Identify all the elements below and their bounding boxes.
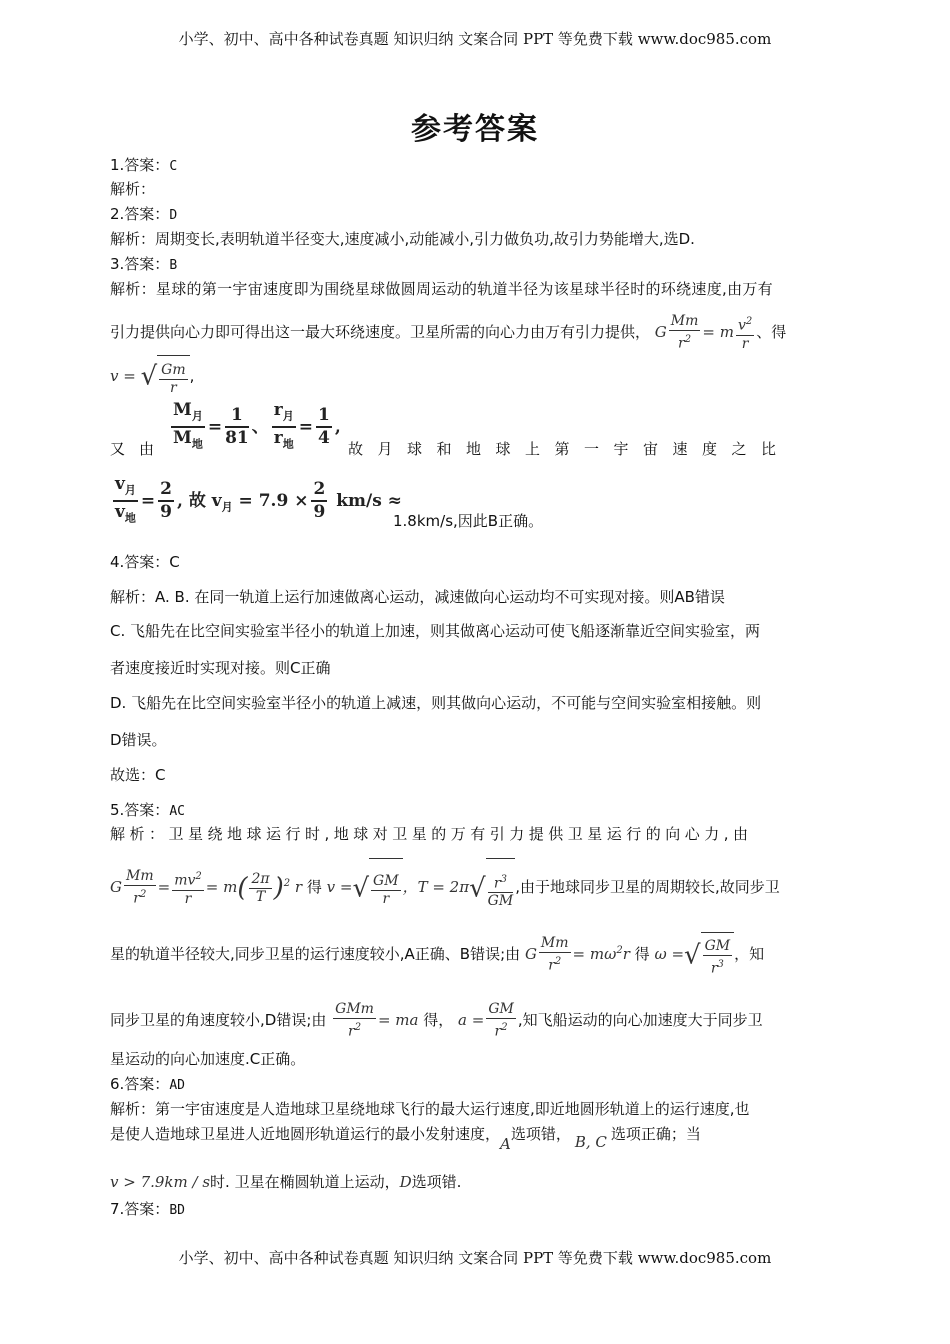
q3-analysis-line2: 引力提供向心力即可得出这一最大环绕速度。卫星所需的向心力由万有引力提供， G $\frac{Mm}{r^2}$ = m $\frac{v^2}{r}$ 、得: [110, 313, 787, 352]
formula-gravity-centripetal: G $\frac{Mm}{r^2}$ = m $\frac{v^2}{r}$: [654, 313, 753, 352]
formula-velocity-ratio: $v_月$ $v_地$ = $\frac{2}{9}$ , 故 $v_月 = 7.9$ × $\frac{2}{9}$ km/s ≈: [115, 474, 402, 525]
page-footer: 小学、初中、高中各种试卷真题 知识归纳 文案合同 PPT 等免费下载 www.doc985.com: [178, 1249, 772, 1267]
q3-answer: 3.答案：B: [110, 255, 178, 273]
q3-ratio-text: 故月球和地球上第一宇宙速度之比: [348, 440, 791, 458]
q1-answer: 1.答案：C: [110, 156, 178, 174]
q1-analysis: 解析：: [110, 180, 156, 198]
q2-analysis: 解析：周期变长,表明轨道半径变大,速度减小,动能减小,引力做负功,故引力势能增大,选D.: [110, 230, 695, 248]
q5-analysis-line2: G $\frac{Mm}{r^2}$ = $\frac{mv^2}{r}$ = m( $\frac{2\pi}{T}$ )$^2$ r 得 v =√ $\frac{GM}{r}$ ，T = 2π√ $\frac{r^3}{GM}$ ,由于地球同步卫星的周期较长,故同步卫: [110, 855, 780, 919]
q4-choice: 故选：C: [110, 766, 166, 784]
q4-analysis-line3: 者速度接近时实现对接。则C正确: [110, 659, 331, 677]
q3-conclusion: 1.8km/s,因此B正确。: [393, 512, 544, 530]
q4-answer: 4.答案：C: [110, 553, 180, 571]
q5-analysis-line5: 星运动的向心加速度.C正确。: [110, 1050, 306, 1068]
formula-circular-motion: G $\frac{Mm}{r^2}$ = $\frac{mv^2}{r}$ = m( $\frac{2\pi}{T}$ )$^2$ r: [110, 868, 303, 907]
q4-analysis-line2: C. 飞船先在比空间实验室半径小的轨道上加速，则其做离心运动可使飞船逐渐靠近空间实验室，两: [110, 622, 761, 640]
q4-analysis-line5: D错误。: [110, 731, 167, 749]
q5-answer: 5.答案：AC: [110, 801, 185, 819]
q3-youyou: 又由: [110, 440, 169, 458]
q4-analysis-line4: D. 飞船先在比空间实验室半径小的轨道上减速，则其做向心运动，不可能与空间实验室相接触。则: [110, 694, 762, 712]
q6-analysis-line1: 解析：第一宇宙速度是人造地球卫星绕地球飞行的最大运行速度,即近地圆形轨道上的运行速度,也: [110, 1100, 750, 1118]
formula-acceleration: $\frac{\text{GMm}}{r^2}$ = ma: [335, 1001, 419, 1040]
q5-analysis-line1: 解析：卫星绕地球运行时,地球对卫星的万有引力提供卫星运行的向心力,由: [110, 825, 753, 843]
page-title: 参考答案: [411, 112, 539, 147]
q5-analysis-line3: 星的轨道半径较大,同步卫星的运行速度较小,A正确、B错误;由 G $\frac{Mm}{r^2}$ = $m\omega^2r$ 得 ω =√ $\frac{GM}{r^3}$ ，知: [110, 929, 764, 979]
page-header: 小学、初中、高中各种试卷真题 知识归纳 文案合同 PPT 等免费下载 www.doc985.com: [178, 30, 772, 48]
q7-answer: 7.答案：BD: [110, 1200, 185, 1218]
formula-mass-radius-ratio: $M_月$ $M_地$ = $\frac{1}{81}$ 、 $r_月$ $r_地$ = $\frac{1}{4}$ ,: [173, 400, 341, 451]
formula-angular-velocity: G $\frac{Mm}{r^2}$ = $m\omega^2r$: [524, 935, 630, 974]
formula-v-and-period: v =√ $\frac{GM}{r}$ ，T = 2π√ $\frac{r^3}{GM}$: [327, 878, 516, 896]
q5-analysis-line4: 同步卫星的角速度较小,D错误;由 $\frac{\text{GMm}}{r^2}$ = ma 得， a = $\frac{GM}{r^2}$ ,知飞船运动的向心加速度大于同步卫: [110, 1001, 763, 1040]
q6-answer: 6.答案：AD: [110, 1075, 185, 1093]
q6-analysis-line3: v > 7.9km / s时. 卫星在椭圆轨道上运动，D选项错.: [110, 1173, 462, 1191]
q4-analysis-line1: 解析：A. B. 在同一轨道上运行加速做离心运动，减速做向心运动均不可实现对接。则AB错误: [110, 588, 725, 606]
q2-answer: 2.答案：D: [110, 205, 178, 223]
q6-analysis-line2: 是使人造地球卫星进人近地圆形轨道运行的最小发射速度，A选项错， B, C 选项正确；当: [110, 1125, 701, 1153]
formula-v-sqrt-gm-r: v = √ $\frac{Gm}{r}$ ,: [110, 355, 194, 398]
q3-analysis-line1: 解析：星球的第一宇宙速度即为围绕星球做圆周运动的轨道半径为该星球半径时的环绕速度,由万有: [110, 280, 773, 298]
